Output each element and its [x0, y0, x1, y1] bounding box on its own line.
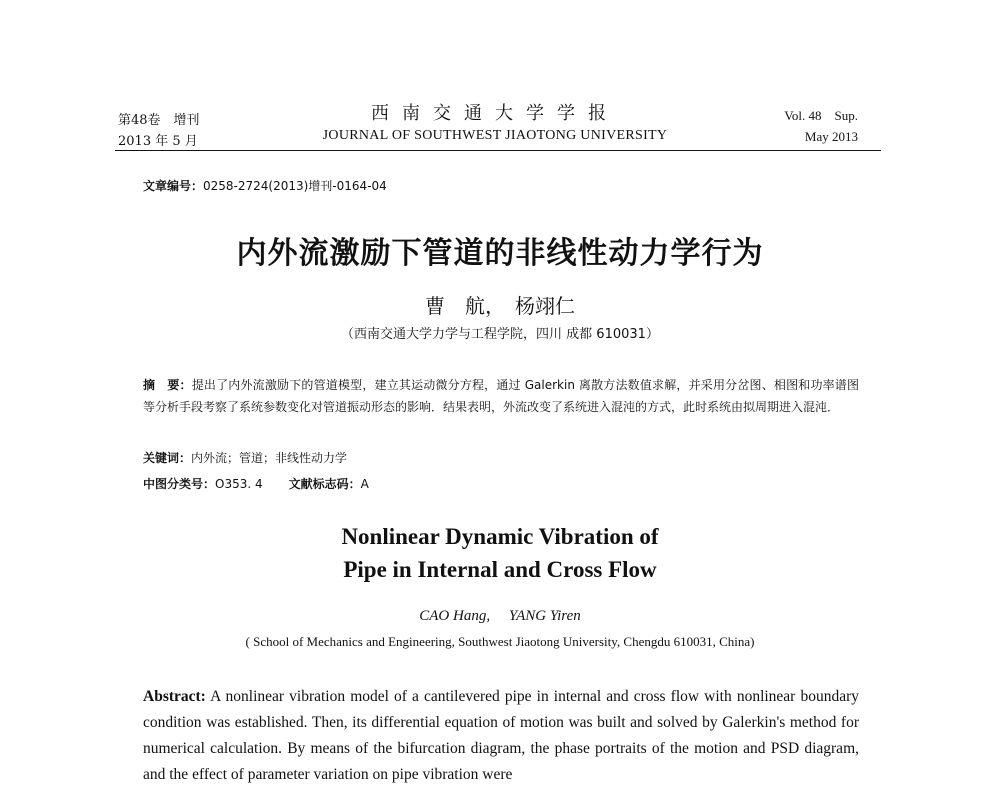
title-cn: 内外流激励下管道的非线性动力学行为: [236, 236, 764, 271]
title-en: [0, 520, 1000, 586]
affiliation-cn: （西南交通大学力学与工程学院，四川 成都 610031）: [341, 327, 659, 342]
clc-value: O353. 4: [215, 477, 263, 491]
authors-cn: 曹 航， 杨翊仁: [425, 294, 575, 318]
title-en-line2: Pipe in Internal and Cross Flow: [343, 557, 657, 582]
abstract-en-text: A nonlinear vibration model of a cantilevered pipe in internal and cross flow with nonlinear boundary condition was established. Then, its differential equation of motion was built and solved by Galerkin's method for numerical calculation. By means of the bifurcation diagram, the phase portraits of the motion and PSD diagram, and the effect of parameter variation on pipe vibration were: [143, 688, 859, 783]
volume-en: Vol. 48 Sup.: [784, 108, 858, 123]
authors-en: CAO Hang, YANG Yiren: [419, 608, 581, 624]
journal-name-en: JOURNAL OF SOUTHWEST JIAOTONG UNIVERSITY: [322, 128, 668, 143]
keywords-cn: [143, 449, 347, 466]
keywords-cn-text: 内外流；管道；非线性动力学: [191, 451, 348, 465]
doc-code-label: 文献标志码：: [288, 477, 361, 491]
date-en: May 2013: [804, 129, 858, 144]
title-en-line1: Nonlinear Dynamic Vibration of: [341, 524, 659, 549]
abstract-en-label: Abstract:: [143, 688, 206, 705]
header-right: [784, 105, 858, 147]
abstract-cn: [143, 374, 859, 418]
article-number-value: 0258-2724(2013)增刊-0164-04: [203, 179, 387, 193]
journal-header: [290, 102, 700, 146]
volume-cn: 第48卷 增刊: [118, 113, 200, 128]
clc-label: 中图分类号：: [143, 477, 216, 491]
affiliation-en: ( School of Mechanics and Engineering, Southwest Jiaotong University, Chengdu 610031, China): [245, 634, 755, 649]
header-left: [118, 110, 200, 152]
abstract-cn-label: 摘 要：: [143, 378, 192, 392]
article-number-label: 文章编号：: [143, 179, 204, 193]
abstract-cn-text: 提出了内外流激励下的管道模型，建立其运动微分方程，通过 Galerkin 离散方法数值求解，并采用分岔图、相图和功率谱图等分析手段考察了系统参数变化对管道振动形态的影响．结果表明，外流改变了系统进入混沌的方式，此时系统由拟周期进入混沌．: [143, 378, 859, 414]
doc-code-value: A: [360, 477, 369, 491]
keywords-cn-label: 关键词：: [143, 451, 192, 465]
abstract-en: [143, 684, 859, 788]
classification-cn: [143, 475, 369, 492]
journal-name-cn: 西南交通大学学报: [371, 103, 619, 124]
date-cn: 2013 年 5 月: [118, 134, 198, 149]
article-number: [143, 177, 387, 194]
header-rule: [115, 150, 881, 151]
